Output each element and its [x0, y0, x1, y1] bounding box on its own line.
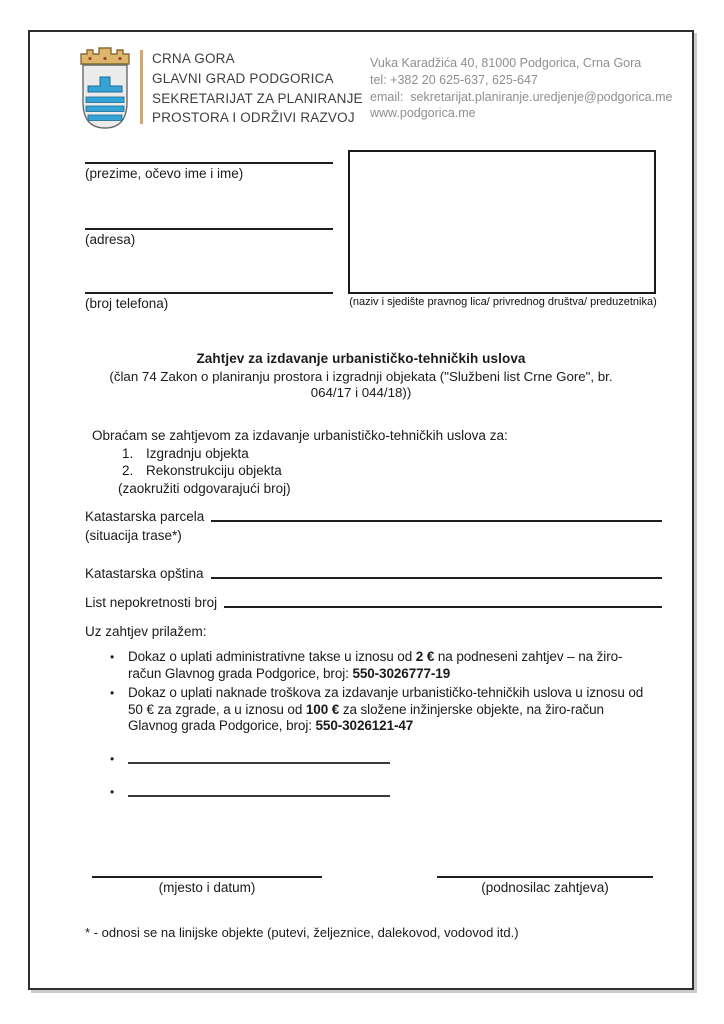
phone-field-label: (broj telefona)	[85, 296, 169, 311]
attachment-item-naknada-text: Dokaz o uplati naknade troškova za izdavanje urbanističko-tehničkih uslova u iznosu od 50 € za zgrade, a u iznosu od 100 € za složene inžinjerske objekte, na žiro-račun Glavnog grada Podgorice, broj: 550-3026121-47	[128, 685, 644, 734]
field-list-nepokretnosti	[85, 592, 662, 610]
katastarska-parcela-label: Katastarska parcela	[85, 509, 205, 524]
signature-line	[92, 876, 322, 878]
signature-line	[437, 876, 653, 878]
footnote: * - odnosi se na linijske objekte (putevi, željeznice, dalekovod, vodovod itd.)	[85, 925, 519, 940]
list-nepokretnosti-label: List nepokretnosti broj	[85, 595, 218, 610]
page-border	[28, 30, 694, 990]
org-line-secretariat-1: SEKRETARIJAT ZA PLANIRANJE	[152, 90, 363, 106]
option-izgradnja	[122, 446, 249, 461]
contact-phone: tel: +382 20 625-637, 625-647	[370, 72, 538, 87]
attachment-blank-row	[110, 750, 390, 764]
circle-number-note: (zaokružiti odgovarajući broj)	[118, 481, 291, 496]
address-blank-line	[85, 228, 333, 230]
address-field-label: (adresa)	[85, 232, 136, 247]
situacija-trase-note: (situacija trase*)	[85, 528, 182, 543]
contact-block	[370, 55, 672, 122]
option-1-label: Izgradnju objekta	[146, 446, 249, 461]
attachment-item-naknada	[110, 685, 650, 735]
attachment-blank-line	[128, 795, 390, 797]
option-2-label: Rekonstrukciju objekta	[146, 463, 282, 478]
signature-podnosilac	[437, 876, 653, 895]
attachment-blank-line	[128, 762, 390, 764]
organization-name-block	[152, 49, 363, 128]
katastarska-opstina-label: Katastarska opština	[85, 566, 204, 581]
katastarska-parcela-blank-line	[211, 520, 662, 522]
name-blank-line	[85, 162, 333, 164]
attachment-blank-row	[110, 783, 390, 797]
bullet-icon: •	[110, 686, 115, 701]
attachment-item-taksa-text: Dokaz o uplati administrativne takse u iznosu od 2 € na podneseni zahtjev – na žiro-račun Glavnog grada Podgorice, broj: 550-3026777-19	[128, 649, 623, 681]
attachments-intro: Uz zahtjev prilažem:	[85, 624, 207, 639]
attachments-list	[110, 649, 650, 738]
option-2-number: 2.	[122, 463, 134, 478]
name-field-label: (prezime, očevo ime i ime)	[85, 166, 244, 181]
signature-podnosilac-label: (podnosilac zahtjeva)	[481, 880, 609, 895]
signature-mjesto-datum	[92, 876, 322, 895]
field-katastarska-opstina	[85, 563, 662, 581]
phone-blank-line	[85, 292, 333, 294]
bullet-icon: •	[110, 785, 115, 799]
form-title: Zahtjev za izdavanje urbanističko-tehničkih uslova	[196, 351, 526, 366]
field-katastarska-parcela	[85, 506, 662, 524]
request-intro: Obraćam se zahtjevom za izdavanje urbanističko-tehničkih uslova za:	[92, 428, 508, 443]
header-divider	[140, 50, 143, 124]
contact-address: Vuka Karadžića 40, 81000 Podgorica, Crna Gora	[370, 56, 642, 70]
bullet-icon: •	[110, 752, 115, 766]
option-rekonstrukcija	[122, 463, 282, 478]
form-subtitle-line1: (član 74 Zakon o planiranju prostora i izgradnji objekata ("Službeni list Crne Gore", br.	[109, 369, 613, 384]
org-line-secretariat-2: PROSTORA I ODRŽIVI RAZVOJ	[152, 110, 355, 126]
signature-mjesto-datum-label: (mjesto i datum)	[158, 880, 256, 895]
org-line-country: CRNA GORA	[152, 51, 235, 66]
bullet-icon: •	[110, 650, 115, 664]
form-subtitle-line2: 064/17 i 044/18))	[310, 384, 412, 400]
attachment-item-taksa	[110, 649, 650, 682]
option-1-number: 1.	[122, 446, 134, 461]
contact-email: email: sekretarijat.planiranje.uredjenje@podgorica.me	[370, 89, 673, 104]
form-subtitle	[61, 369, 661, 400]
contact-website: www.podgorica.me	[370, 106, 476, 121]
list-nepokretnosti-blank-line	[224, 606, 662, 608]
katastarska-opstina-blank-line	[211, 577, 662, 579]
podgorica-coat-of-arms-icon	[75, 46, 135, 130]
org-line-city: GLAVNI GRAD PODGORICA	[152, 70, 334, 86]
legal-entity-box	[348, 150, 656, 294]
legal-entity-caption: (naziv i sjedište pravnog lica/ privrednog društva/ preduzetnika)	[349, 296, 657, 308]
